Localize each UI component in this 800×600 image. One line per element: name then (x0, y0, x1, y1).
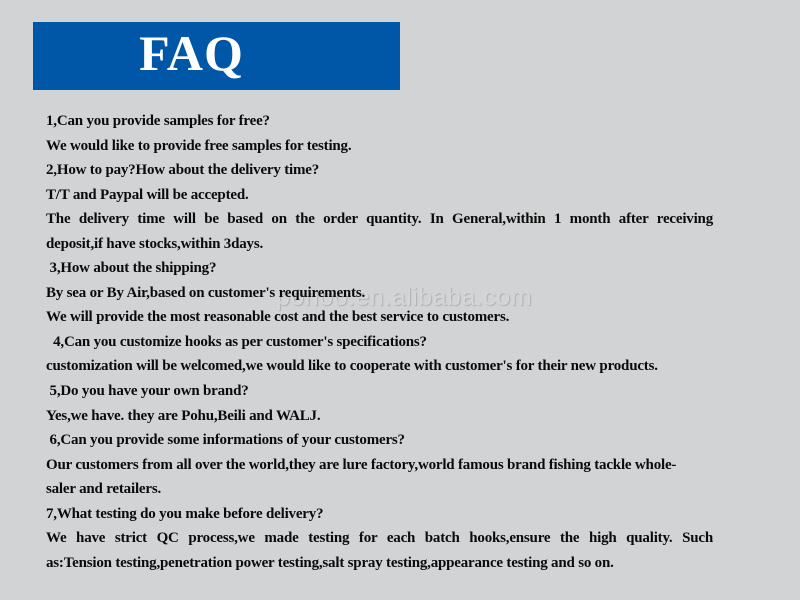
faq-banner (33, 22, 400, 90)
faq-line-q4: 4,Can you customize hooks as per customer's specifications? (46, 333, 427, 350)
faq-line-a7-2: as:Tension testing,penetration power testing,salt spray testing,appearance testing and so on. (46, 554, 614, 571)
faq-line-q7: 7,What testing do you make before delivery? (46, 505, 324, 522)
faq-line-a3-1: By sea or By Air,based on customer's requirements. (46, 284, 366, 301)
faq-line-q2: 2,How to pay?How about the delivery time? (46, 162, 320, 179)
faq-line-a2-2: The delivery time will be based on the order quantity. In General,within 1 month after receiving (46, 211, 713, 228)
faq-line-a3-2: We will provide the most reasonable cost and the best service to customers. (46, 309, 510, 326)
faq-line-a1: We would like to provide free samples for testing. (46, 137, 352, 154)
faq-line-a5: Yes,we have. they are Pohu,Beili and WALJ. (46, 407, 321, 424)
faq-line-a7-1: We have strict QC process,we made testing for each batch hooks,ensure the high quality. Such (46, 530, 713, 547)
faq-line-a2-3: deposit,if have stocks,within 3days. (46, 235, 264, 252)
faq-line-a6-1: Our customers from all over the world,they are lure factory,world famous brand fishing tackle whole- (46, 456, 677, 473)
faq-line-a6-2: saler and retailers. (46, 481, 162, 498)
faq-line-q1: 1,Can you provide samples for free? (46, 113, 270, 129)
faq-content (46, 109, 713, 575)
faq-line-q5: 5,Do you have your own brand? (46, 383, 249, 400)
faq-line-a4: customization will be welcomed,we would like to cooperate with customer's for their new products. (46, 358, 658, 375)
faq-line-a2-1: T/T and Paypal will be accepted. (46, 186, 249, 203)
watermark-text: ponoo.en.alibaba.com (276, 283, 533, 311)
faq-line-q6: 6,Can you provide some informations of your customers? (46, 432, 405, 449)
faq-line-q3: 3,How about the shipping? (46, 260, 217, 277)
faq-banner-title: FAQ (139, 25, 244, 81)
